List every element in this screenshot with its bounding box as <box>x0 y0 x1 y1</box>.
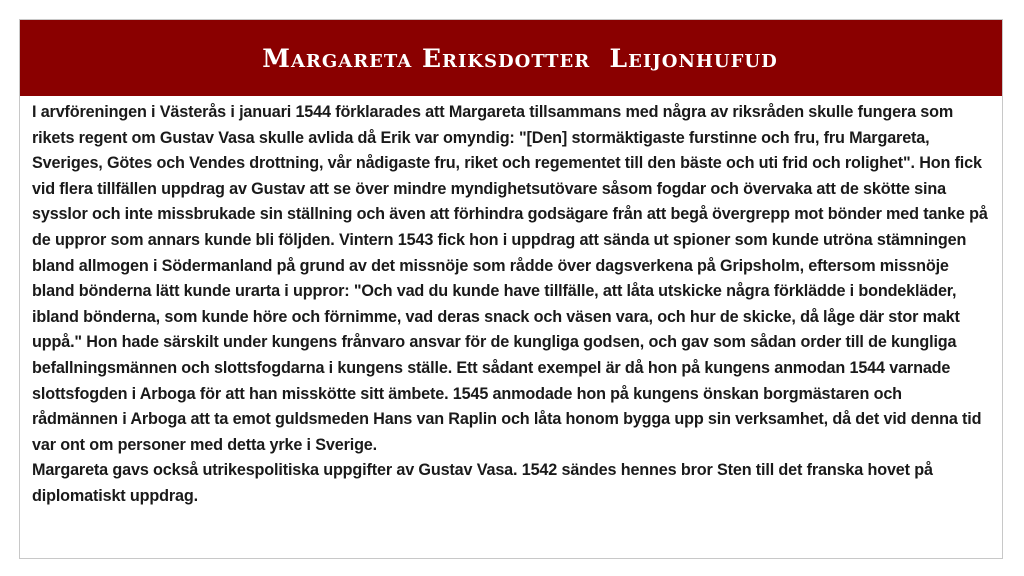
paragraph-2: Margareta gavs också utrikespolitiska uppgifter av Gustav Vasa. 1542 sändes hennes bror Sten till det franska hovet på diplomatiskt uppdrag. <box>32 461 933 505</box>
body-text <box>32 100 992 510</box>
paragraph-1: I arvföreningen i Västerås i januari 1544 förklarades att Margareta tillsammans med några av riksråden skulle fungera som rikets regent om Gustav Vasa skulle avlida då Erik var omyndig: "[Den] stormäktigaste furstinne och fru, fru Margareta, Sveriges, Götes och Vendes drottning, vår nådigaste fru, riket och regementet till den bäste och uti frid och rolighet". Hon fick vid flera tillfällen uppdrag av Gustav att se över mindre myndighetsutövare såsom fogdar och övervaka att de skötte sina sysslor och inte missbrukade sin ställning och även att förhindra godsägare från att begå övergrepp mot bönder med tanke på de uppror som annars kunde bli följden. Vintern 1543 fick hon i uppdrag att sända ut spioner som kunde utröna stämningen bland allmogen i Södermanland på grund av det missnöje som rådde över dagsverkena på Gripsholm, eftersom missnöje bland bönderna lätt kunde urarta i uppror: "Och vad du kunde have tillfälle, att låta utskicke några förklädde i bondekläder, ibland bönderna, som kunde höre och förnimme, vad deras snack och väsen vara, och hur de skicke, då låge där stor makt uppå." Hon hade särskilt under kungens frånvaro ansvar för de kungliga godsen, och gav som sådan order till de kungliga befallningsmännen och slottsfogdarna i kungens ställe. Ett sådant exempel är då hon på kungens anmodan 1544 varnade slottsfogden i Arboga för att han misskötte sitt ämbete. 1545 anmodade hon på kungens önskan borgmästaren och rådmännen i Arboga att ta emot guldsmeden Hans van Raplin och låta honom bygga upp sin verksamhet, då det vid denna tid var ont om personer med detta yrke i Sverige. <box>32 103 988 454</box>
slide <box>19 19 1003 559</box>
title-bar <box>20 20 1002 96</box>
slide-title: Margareta Eriksdotter Leijonhufud <box>262 43 778 73</box>
